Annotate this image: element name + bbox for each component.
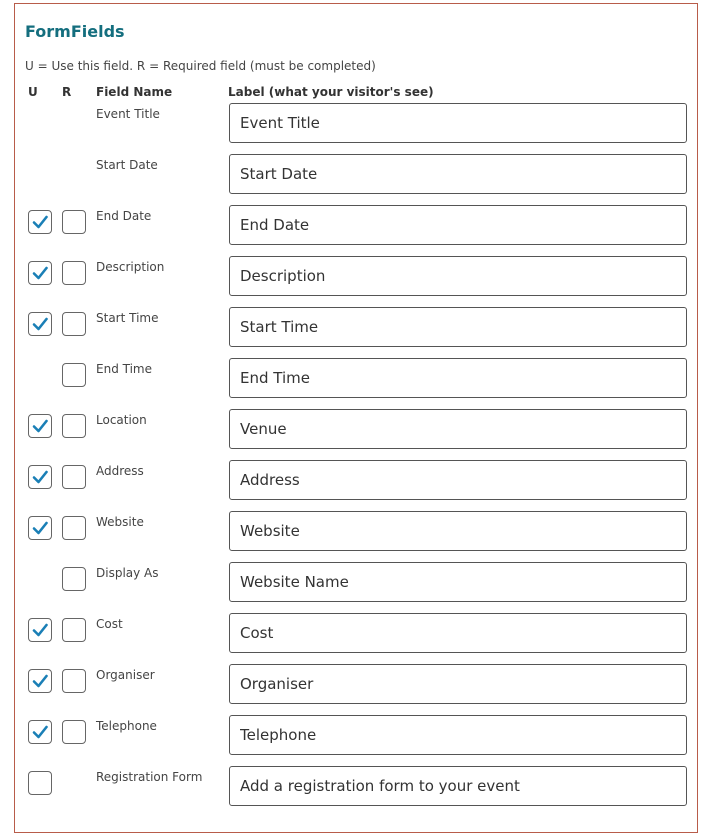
checkmark-icon — [29, 517, 51, 539]
label-field-description — [229, 256, 687, 296]
field-name-start-time: Start Time — [96, 311, 159, 325]
label-input-cost[interactable] — [230, 614, 686, 652]
label-input-address[interactable] — [230, 461, 686, 499]
field-name-location: Location — [96, 413, 147, 427]
required-checkbox-end-time[interactable] — [62, 363, 86, 387]
label-field-website — [229, 511, 687, 551]
required-checkbox-organiser[interactable] — [62, 669, 86, 693]
use-checkbox-registration-form[interactable] — [28, 771, 52, 795]
usage-hint: U = Use this field. R = Required field (must be completed) — [25, 59, 376, 73]
field-name-end-date: End Date — [96, 209, 152, 223]
label-input-organiser[interactable] — [230, 665, 686, 703]
required-checkbox-website[interactable] — [62, 516, 86, 540]
label-field-registration-form — [229, 766, 687, 806]
label-input-website[interactable] — [230, 512, 686, 550]
form-fields-panel — [14, 3, 698, 833]
field-name-cost: Cost — [96, 617, 123, 631]
field-name-display-as: Display As — [96, 566, 159, 580]
label-field-end-date — [229, 205, 687, 245]
header-label: Label (what your visitor's see) — [228, 85, 434, 99]
panel-title: FormFields — [25, 22, 125, 41]
label-field-start-time — [229, 307, 687, 347]
header-required: R — [62, 85, 72, 99]
label-field-event-title — [229, 103, 687, 143]
header-field-name: Field Name — [96, 85, 173, 99]
label-input-start-time[interactable] — [230, 308, 686, 346]
checkmark-icon — [29, 721, 51, 743]
label-input-description[interactable] — [230, 257, 686, 295]
field-name-event-title: Event Title — [96, 107, 160, 121]
checkmark-icon — [29, 262, 51, 284]
label-input-end-time[interactable] — [230, 359, 686, 397]
label-field-telephone — [229, 715, 687, 755]
label-field-cost — [229, 613, 687, 653]
use-checkbox-website[interactable] — [28, 516, 52, 540]
header-use: U — [28, 85, 38, 99]
label-input-telephone[interactable] — [230, 716, 686, 754]
use-checkbox-telephone[interactable] — [28, 720, 52, 744]
required-checkbox-cost[interactable] — [62, 618, 86, 642]
field-name-organiser: Organiser — [96, 668, 155, 682]
field-name-registration-form: Registration Form — [96, 770, 203, 784]
required-checkbox-address[interactable] — [62, 465, 86, 489]
field-name-start-date: Start Date — [96, 158, 158, 172]
field-name-end-time: End Time — [96, 362, 152, 376]
label-field-end-time — [229, 358, 687, 398]
checkmark-icon — [29, 415, 51, 437]
label-field-organiser — [229, 664, 687, 704]
required-checkbox-end-date[interactable] — [62, 210, 86, 234]
checkmark-icon — [29, 619, 51, 641]
checkmark-icon — [29, 466, 51, 488]
use-checkbox-cost[interactable] — [28, 618, 52, 642]
required-checkbox-display-as[interactable] — [62, 567, 86, 591]
checkmark-icon — [29, 670, 51, 692]
required-checkbox-telephone[interactable] — [62, 720, 86, 744]
field-name-address: Address — [96, 464, 144, 478]
checkmark-icon — [29, 313, 51, 335]
use-checkbox-location[interactable] — [28, 414, 52, 438]
checkmark-icon — [29, 211, 51, 233]
label-input-end-date[interactable] — [230, 206, 686, 244]
use-checkbox-start-time[interactable] — [28, 312, 52, 336]
required-checkbox-location[interactable] — [62, 414, 86, 438]
field-name-description: Description — [96, 260, 165, 274]
label-field-location — [229, 409, 687, 449]
required-checkbox-start-time[interactable] — [62, 312, 86, 336]
label-input-display-as[interactable] — [230, 563, 686, 601]
field-name-website: Website — [96, 515, 144, 529]
field-row — [15, 770, 699, 825]
label-input-registration-form[interactable] — [230, 767, 686, 805]
label-field-start-date — [229, 154, 687, 194]
label-field-display-as — [229, 562, 687, 602]
label-input-start-date[interactable] — [230, 155, 686, 193]
use-checkbox-organiser[interactable] — [28, 669, 52, 693]
required-checkbox-description[interactable] — [62, 261, 86, 285]
use-checkbox-end-date[interactable] — [28, 210, 52, 234]
use-checkbox-address[interactable] — [28, 465, 52, 489]
label-input-location[interactable] — [230, 410, 686, 448]
field-name-telephone: Telephone — [96, 719, 157, 733]
use-checkbox-description[interactable] — [28, 261, 52, 285]
label-field-address — [229, 460, 687, 500]
label-input-event-title[interactable] — [230, 104, 686, 142]
